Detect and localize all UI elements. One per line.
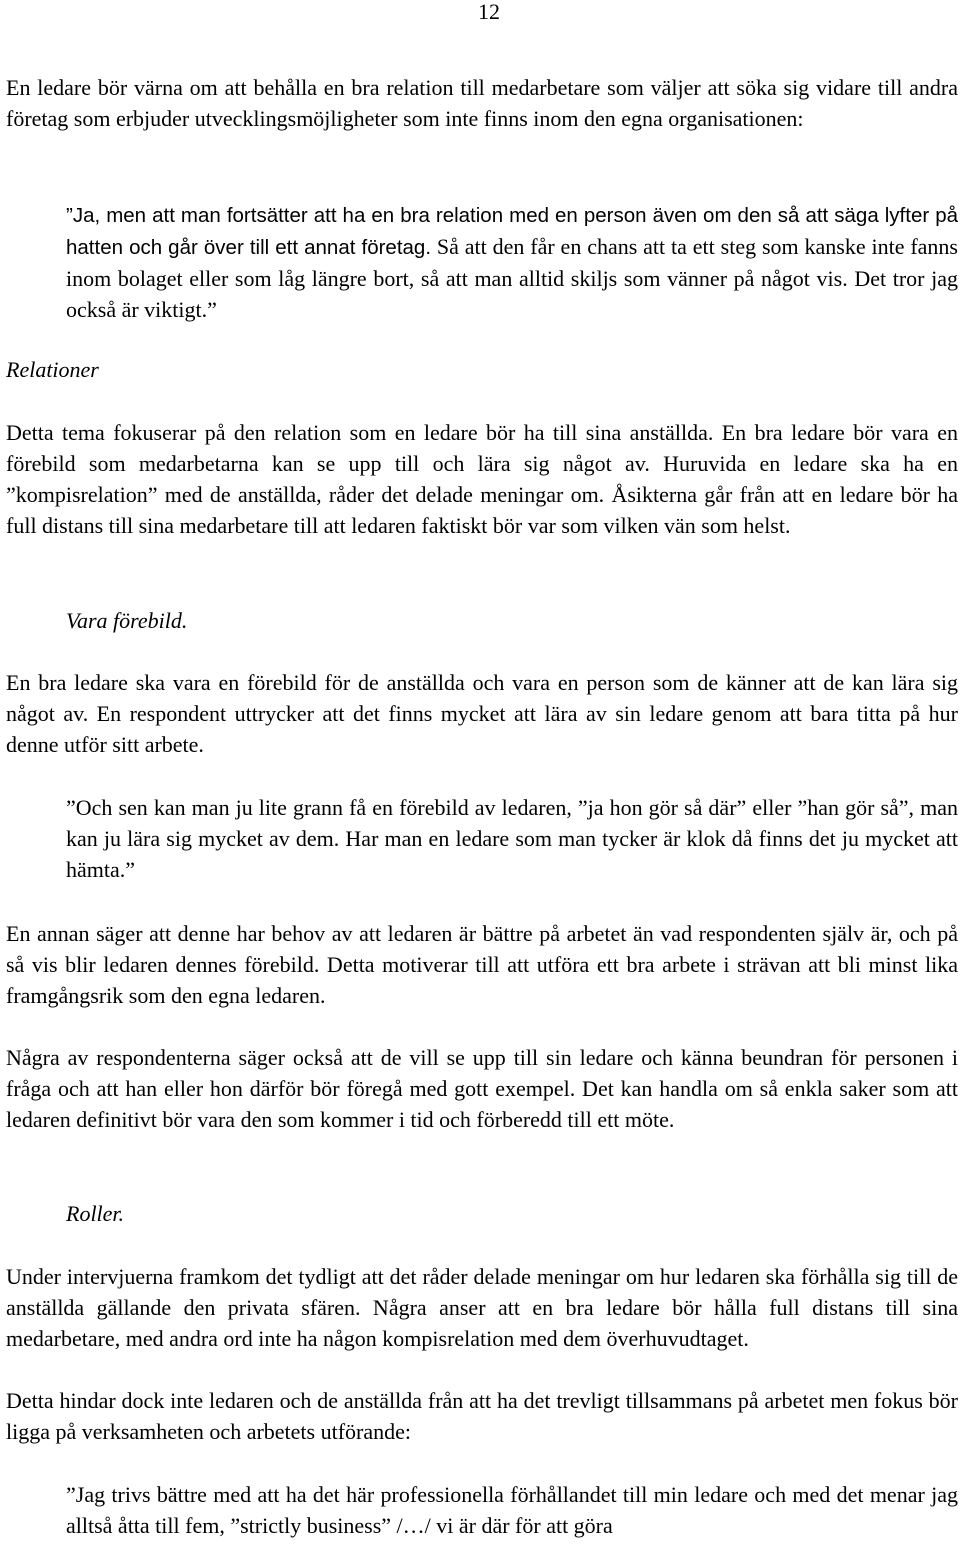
quote-relation-continuity	[66, 199, 958, 325]
paragraph-roller-2: Detta hindar dock inte ledaren och de anställda från att ha det trevligt tillsammans på arbetet men fokus bör ligga på verksamheten och arbetets utförande:	[6, 1388, 958, 1444]
section-heading-relationer: Relationer	[6, 357, 99, 382]
paragraph-forebild-1: En bra ledare ska vara en förebild för de anställda och vara en person som de känner att de kan lära sig något av. En respondent uttrycker att det finns mycket att lära av sin ledare genom att bara titta på hur denne utför sitt arbete.	[6, 670, 958, 757]
paragraph-forebild-2: En annan säger att denne har behov av att ledaren är bättre på arbetet än vad respondenten själv är, och på så vis blir ledaren dennes förebild. Detta motiverar till att utföra ett bra arbete i strävan att bli minst lika framgångsrik som den egna ledaren.	[6, 921, 958, 1008]
quote-part-sans: ”Ja, men att man fortsätter att ha en bra relation med en person även om den så att säga lyfter på hatten och går över till ett annat företag.	[66, 204, 958, 259]
quote-professionell: ”Jag trivs bättre med att ha det här professionella förhållandet till min ledare och med det menar jag alltså åtta till fem, ”strictly business” /…/ vi är där för att göra	[66, 1482, 958, 1538]
quote-part-serif: Så att den får en chans att ta ett steg som kanske inte fanns inom bolaget eller som låg längre bort, så att man alltid skiljs som vänner på något vis. Det tror jag också är viktigt.”	[66, 234, 958, 322]
quote-forebild: ”Och sen kan man ju lite grann få en förebild av ledaren, ”ja hon gör så där” eller ”han gör så”, man kan ju lära sig mycket av dem. Har man en ledare som man tycker är klok då finns det ju mycket att hämta.”	[66, 795, 958, 882]
paragraph-forebild-3: Några av respondenterna säger också att de vill se upp till sin ledare och känna beundran för personen i fråga och att han eller hon därför bör föregå med gott exempel. Det kan handla om så enkla saker som att ledaren definitivt bör vara den som kommer i tid och förberedd till ett möte.	[6, 1045, 958, 1132]
page-number: 12	[478, 0, 500, 24]
subheading-roller: Roller.	[66, 1201, 125, 1226]
paragraph-roller-1: Under intervjuerna framkom det tydligt att det råder delade meningar om hur ledaren ska förhålla sig till de anställda gällande den privata sfären. Några anser att en bra ledare bör hålla full distans till sina medarbetare, med andra ord inte ha någon kompisrelation med dem överhuvudtaget.	[6, 1264, 958, 1351]
paragraph-intro: En ledare bör värna om att behålla en bra relation till medarbetare som väljer att söka sig vidare till andra företag som erbjuder utvecklingsmöjligheter som inte finns inom den egna organisationen:	[6, 75, 958, 131]
subheading-vara-forebild: Vara förebild.	[66, 608, 188, 633]
paragraph-relationer: Detta tema fokuserar på den relation som en ledare bör ha till sina anställda. En bra ledare bör vara en förebild som medarbetarna kan se upp till och lära sig något av. Huruvida en ledare ska ha en ”kompisrelation” med de anställda, råder det delade meningar om. Åsikterna går från att en ledare bör ha full distans till sina medarbetare till att ledaren faktiskt bör var som vilken vän som helst.	[6, 420, 958, 538]
